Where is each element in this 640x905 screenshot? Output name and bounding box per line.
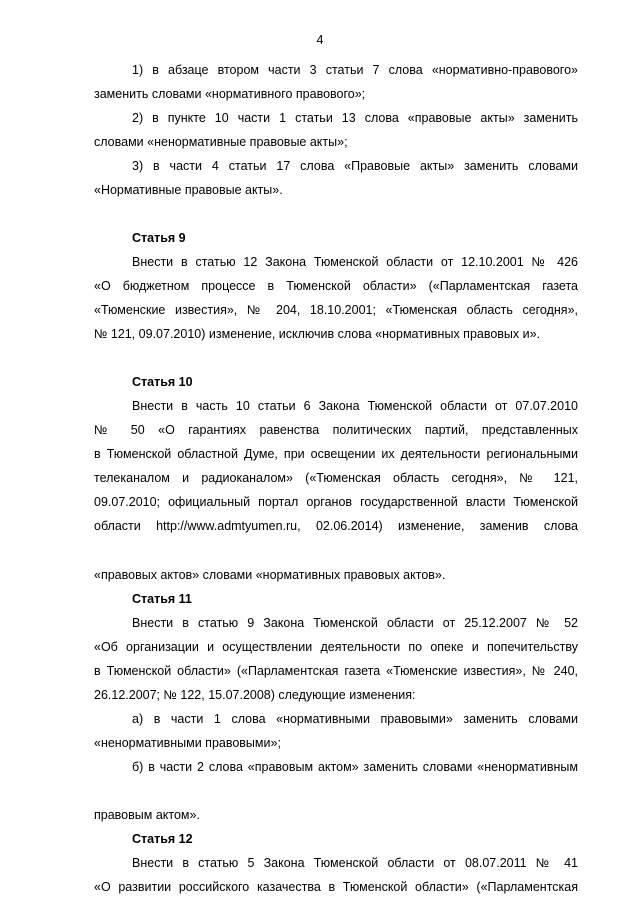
article-heading: Статья 9 <box>132 231 186 245</box>
text-line: Внести в часть 10 статьи 6 Закона Тюменской области от 07.07.2010 <box>132 399 578 413</box>
text-line: «Нормативные правовые акты». <box>94 183 283 197</box>
text-line: области http://www.admtyumen.ru, 02.06.2014) изменение, заменив слова <box>94 519 578 533</box>
text-line: 26.12.2007; № 122, 15.07.2008) следующие изменения: <box>94 688 416 702</box>
article-heading: Статья 12 <box>132 832 193 846</box>
text-line: б) в части 2 слова «правовым актом» заменить словами «ненормативным <box>132 760 578 774</box>
text-line: телеканалом и радиоканалом» («Тюменская область сегодня», № 121, <box>94 471 578 485</box>
text-line: в Тюменской областной Думе, при освещении их деятельности региональными <box>94 447 578 461</box>
text-line: «Тюменские известия», № 204, 18.10.2001; «Тюменская область сегодня», <box>94 303 578 317</box>
text-line: заменить словами «нормативного правового»; <box>94 87 366 101</box>
page-number: 4 <box>316 33 324 47</box>
text-line: 2) в пункте 10 части 1 статьи 13 слова «правовые акты» заменить <box>132 111 578 125</box>
text-line: Внести в статью 12 Закона Тюменской области от 12.10.2001 № 426 <box>132 255 578 269</box>
text-line: «ненормативными правовыми»; <box>94 736 281 750</box>
text-line: а) в части 1 слова «нормативными правовыми» заменить словами <box>132 712 578 726</box>
text-line: словами «ненормативные правовые акты»; <box>94 135 348 149</box>
text-line: Внести в статью 9 Закона Тюменской области от 25.12.2007 № 52 <box>132 616 578 630</box>
article-heading: Статья 11 <box>132 592 192 606</box>
text-line: № 121, 09.07.2010) изменение, исключив слова «нормативных правовых и». <box>94 327 541 341</box>
text-line: «О развитии российского казачества в Тюменской области» («Парламентская <box>94 880 578 894</box>
text-line: № 50 «О гарантиях равенства политических партий, представленных <box>94 423 578 437</box>
text-line: Внести в статью 5 Закона Тюменской области от 08.07.2011 № 41 <box>132 856 578 870</box>
text-line: в Тюменской области» («Парламентская газета «Тюменские известия», № 240, <box>94 664 578 678</box>
text-line: «Об организации и осуществлении деятельности по опеке и попечительству <box>94 640 578 654</box>
text-line: 3) в части 4 статьи 17 слова «Правовые акты» заменить словами <box>132 159 578 173</box>
text-line: «О бюджетном процессе в Тюменской области» («Парламентская газета <box>94 279 578 293</box>
text-line: «правовых актов» словами «нормативных правовых актов». <box>94 568 446 582</box>
text-line: 09.07.2010; официальный портал органов государственной власти Тюменской <box>94 495 578 509</box>
article-heading: Статья 10 <box>132 375 193 389</box>
text-line: 1) в абзаце втором части 3 статьи 7 слова «нормативно-правового» <box>132 63 578 77</box>
text-line: правовым актом». <box>94 808 200 822</box>
